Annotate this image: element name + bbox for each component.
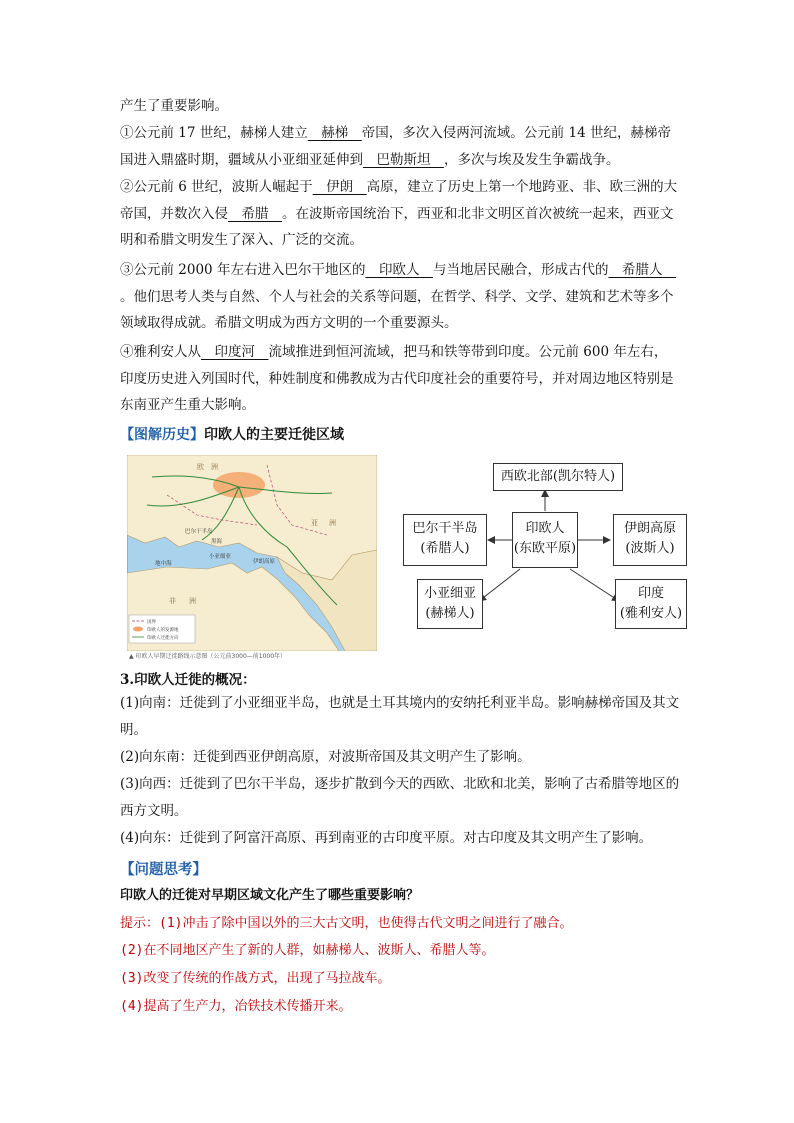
question-bracket: 【问题思考】 [120, 861, 207, 878]
map-label-iran: 伊朗高原 [253, 559, 276, 565]
blank-hittite: 赫梯 [307, 125, 362, 141]
paragraph-aryans: ④雅利安人从 印度河 流域推进到恒河流域，把马和铁等带到印度。公元前 600 年左右，印度历史进入列国时代，种姓制度和佛教成为古代印度社会的重要符号，并对周边地区特别是东南亚产生重大影响。 [120, 344, 674, 414]
answer-2: (2)在不同地区产生了新的人群，如赫梯人、波斯人、希腊人等。 [120, 943, 495, 958]
legend-border: 国界 [147, 620, 156, 625]
paragraph-persia: ②公元前 6 世纪，波斯人崛起于 伊朗 高原，建立了历史上第一个地跨亚、非、欧三洲的大帝国，并数次入侵 希腊 。在波斯帝国统治下，西亚和北非文明区首次被统一起来，西亚文明和希腊文明发生了深入、广泛的交流。 [120, 179, 678, 249]
answer-4: (4)提高了生产力，冶铁技术传播开来。 [120, 999, 352, 1014]
legend-migration: 印欧人迁徙方向 [147, 636, 179, 641]
answer-1: 提示：(1)冲击了除中国以外的三大古文明，也使得古代文明之间进行了融合。 [120, 916, 573, 931]
map-label-black-sea: 黑海 [211, 539, 223, 545]
map-label-europe-1: 欧 [197, 463, 204, 471]
paragraph-greece: ③公元前 2000 年左右进入巴尔干地区的 印欧人 与当地居民融合，形成古代的 希腊人 。他们思考人类与自然、个人与社会的关系等问题，在哲学、科学、文学、建筑和艺术等多个领域取得成就。希腊文明成为西方文明的一个重要源头。 [120, 262, 676, 332]
box-western-europe: 西欧北部(凯尔特人) [493, 463, 623, 491]
intro-line: 产生了重要影响。 [120, 98, 228, 114]
box-indo-europeans: 印欧人 (东欧平原) [512, 512, 578, 568]
map-label-africa-2: 洲 [189, 597, 196, 605]
box-balkans: 巴尔干半岛 (希腊人) [403, 514, 487, 566]
blank-indus: 印度河 [201, 344, 269, 360]
blank-greece: 希腊 [228, 205, 282, 222]
map-label-mediterranean: 地中海 [155, 561, 172, 567]
paragraph-hittite: ①公元前 17 世纪，赫梯人建立 赫梯 帝国，多次入侵两河流域。公元前 14 世纪，赫梯帝国进入鼎盛时期，疆域从小亚细亚延伸到 巴勒斯坦 ，多次与埃及发生争霸战争。 [120, 125, 672, 168]
map-label-asia-1: 亚 [311, 519, 318, 527]
overview-item-west: (3)向西：迁徙到了巴尔干半岛，逐步扩散到今天的西欧、北欧和北美，影响了古希腊等地区的西方文明。 [120, 776, 680, 819]
map-label-africa-1: 非 [169, 597, 176, 605]
section-title: 印欧人的主要迁徙区域 [204, 427, 344, 443]
blank-greeks: 希腊人 [608, 262, 676, 278]
blank-palestine: 巴勒斯坦 [363, 151, 444, 168]
box-asia-minor: 小亚细亚 (赫梯人) [417, 579, 483, 629]
overview-item-east: (4)向东：迁徙到了阿富汗高原、再到南亚的古印度平原。对古印度及其文明产生了影响。 [120, 830, 653, 846]
overview-item-southeast: (2)向东南：迁徙到西亚伊朗高原，对波斯帝国及其文明产生了影响。 [120, 749, 531, 765]
box-india: 印度 (雅利安人) [615, 579, 687, 629]
map-label-asia-minor: 小亚细亚 [209, 554, 232, 560]
section-illustrated-history [120, 424, 344, 444]
map-caption: ▲ 印欧人早期迁徙路线示意图（公元前3000—前1000年） [129, 653, 287, 660]
overview-title: 3.印欧人迁徙的概况： [120, 672, 256, 688]
section-bracket: 【图解历史】 [120, 427, 204, 443]
legend-origin: 印欧人的发源地 [147, 628, 179, 633]
overview-item-south: (1)向南：迁徙到了小亚细亚半岛，也就是土耳其境内的安纳托利亚半岛。影响赫梯帝国及其文明。 [120, 695, 680, 738]
migration-diagram [395, 455, 695, 640]
section-question [120, 858, 207, 879]
map-label-europe-2: 洲 [211, 463, 218, 471]
map-label-asia-2: 洲 [329, 519, 336, 527]
answer-3: (3)改变了传统的作战方式，出现了马拉战车。 [120, 971, 391, 986]
question-text: 印欧人的迁徙对早期区域文化产生了哪些重要影响？ [120, 888, 420, 903]
blank-indo-europeans: 印欧人 [365, 262, 433, 278]
migration-map [127, 455, 377, 660]
blank-iran: 伊朗 [312, 179, 367, 195]
map-label-balkans: 巴尔干半岛 [185, 529, 213, 535]
box-iran: 伊朗高原 (波斯人) [613, 514, 687, 566]
